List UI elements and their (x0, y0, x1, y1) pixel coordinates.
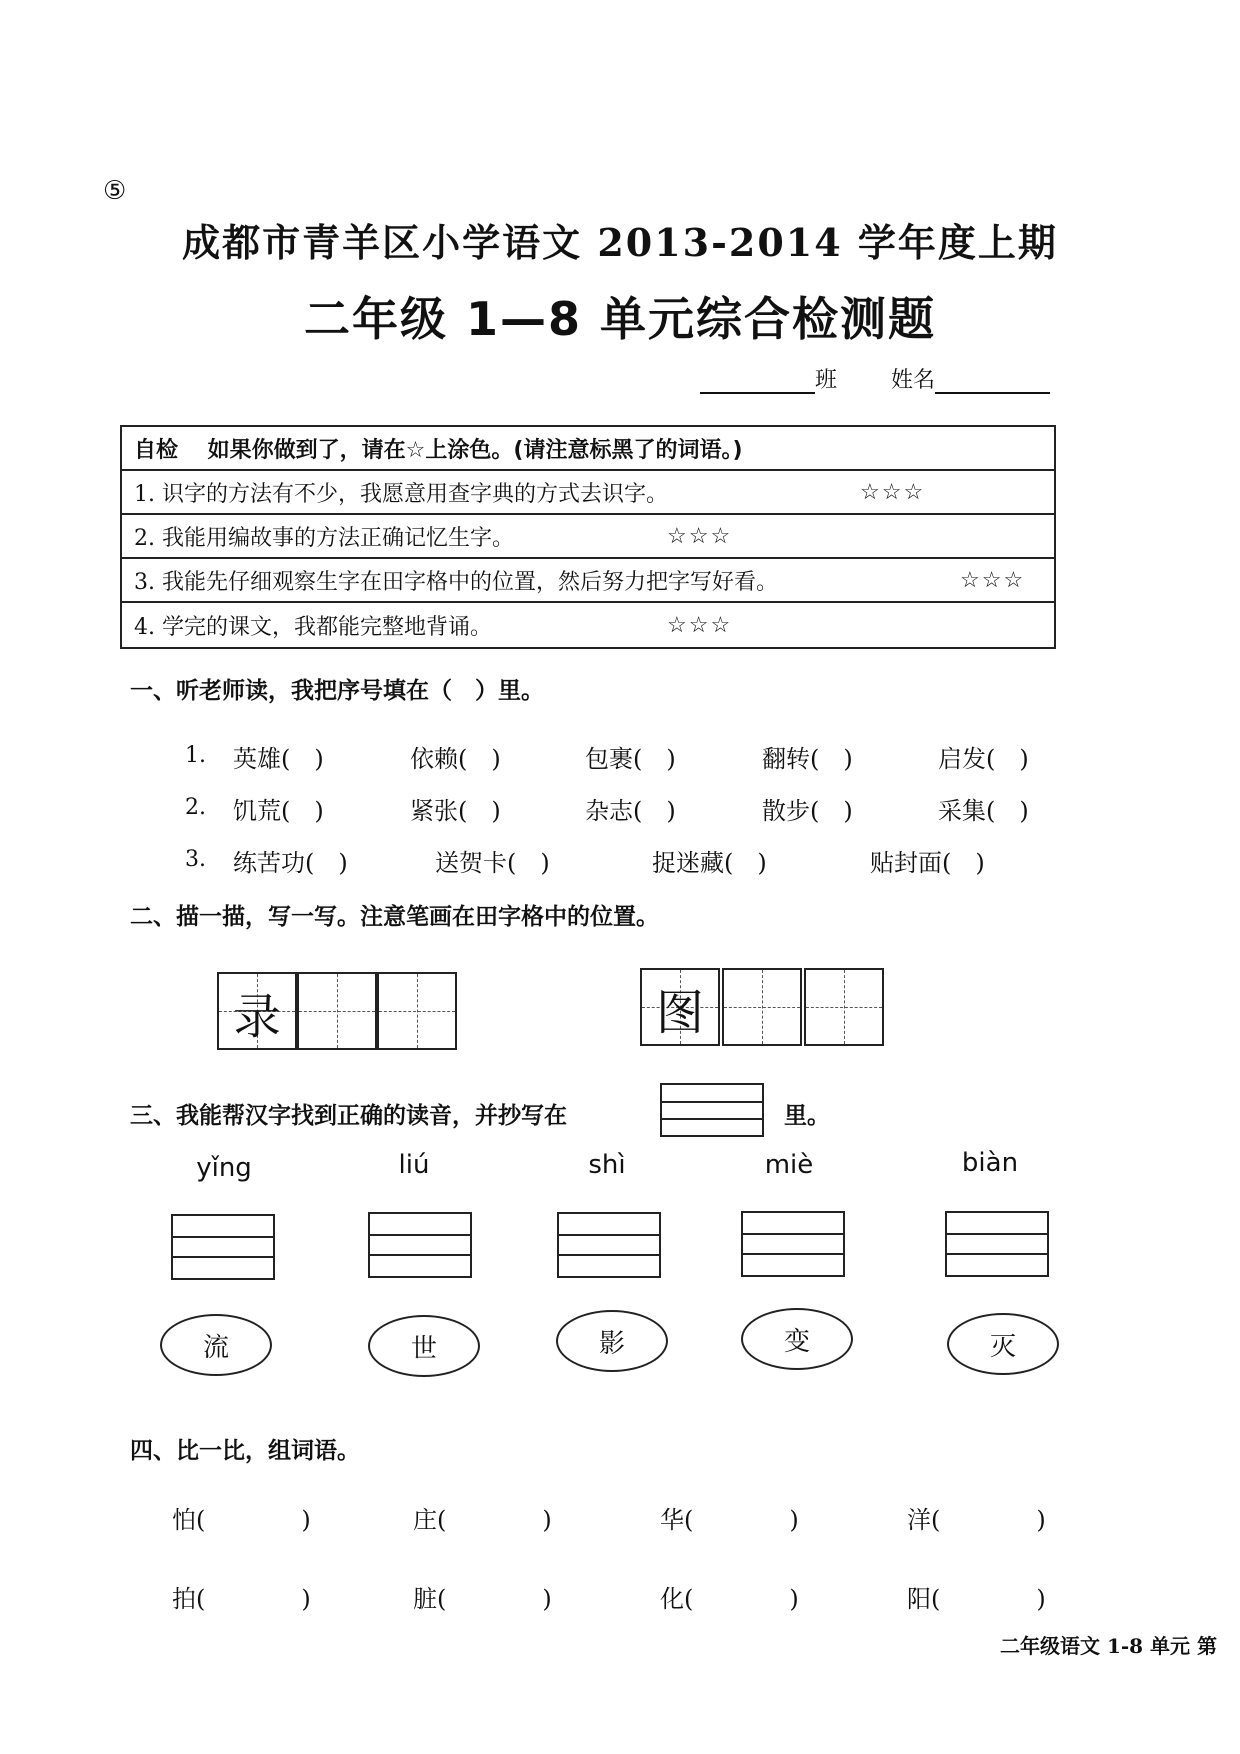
four-line-box[interactable] (171, 1214, 275, 1280)
star-rating[interactable]: ☆☆☆ (860, 479, 926, 505)
four-line-box[interactable] (741, 1211, 845, 1277)
section1-title: 一、听老师读，我把序号填在（ ）里。 (130, 678, 544, 704)
class-label: 班 (815, 368, 838, 393)
self-check-row (122, 603, 1054, 647)
word-item[interactable]: 捉迷藏( ) (652, 849, 767, 877)
character-oval[interactable]: 流 (160, 1314, 272, 1376)
compare-word-item[interactable]: 华( ) (660, 1506, 799, 1534)
character-oval[interactable]: 世 (368, 1315, 480, 1377)
tianzige-box[interactable] (804, 968, 884, 1046)
self-check-row (122, 471, 1054, 515)
exam-title-line1: 成都市青羊区小学语文 2013-2014 学年度上期 (182, 220, 1058, 265)
pinyin-label: miè (764, 1150, 814, 1180)
name-blank[interactable] (935, 392, 1050, 394)
word-item[interactable]: 送贺卡( ) (435, 849, 550, 877)
star-rating[interactable]: ☆☆☆ (667, 612, 733, 638)
self-check-row (122, 559, 1054, 603)
pinyin-label: biàn (961, 1148, 1019, 1178)
word-item[interactable]: 英雄( ) (233, 745, 324, 773)
compare-word-item[interactable]: 拍( ) (172, 1585, 311, 1613)
row-number: 2. (185, 795, 206, 820)
class-name-line (700, 363, 1050, 394)
compare-word-item[interactable]: 脏( ) (413, 1585, 552, 1613)
compare-word-item[interactable]: 化( ) (660, 1585, 799, 1613)
star-rating[interactable]: ☆☆☆ (667, 523, 733, 549)
section3-title: 三、我能帮汉字找到正确的读音，并抄写在 (130, 1103, 567, 1129)
star-rating[interactable]: ☆☆☆ (960, 567, 1026, 593)
pinyin-label: liú (398, 1150, 430, 1180)
character-oval[interactable]: 灭 (947, 1313, 1059, 1375)
word-item[interactable]: 杂志( ) (585, 797, 676, 825)
character-oval[interactable]: 变 (741, 1308, 853, 1370)
compare-word-item[interactable]: 洋( ) (907, 1506, 1046, 1534)
tianzige-box[interactable] (377, 972, 457, 1050)
word-item[interactable]: 贴封面( ) (870, 849, 985, 877)
model-character: 录 (232, 989, 281, 1045)
tianzige-box-model (640, 968, 720, 1046)
compare-word-item[interactable]: 怕( ) (172, 1506, 311, 1534)
page-footer: 二年级语文 1-8 单元 第 (1000, 1634, 1218, 1658)
model-character: 图 (655, 985, 704, 1041)
tianzige-box-model (217, 972, 297, 1050)
name-label: 姓名 (891, 368, 936, 393)
self-check-heading: 自检 如果你做到了，请在☆上涂色。(请注意标黑了的词语。) (122, 427, 1054, 471)
self-check-text: 3. 我能先仔细观察生字在田字格中的位置，然后努力把字写好看。 (134, 569, 778, 595)
word-item[interactable]: 饥荒( ) (233, 797, 324, 825)
tianzige-box[interactable] (297, 972, 377, 1050)
word-item[interactable]: 翻转( ) (762, 745, 853, 773)
class-blank[interactable] (700, 392, 815, 394)
row-number: 3. (185, 847, 206, 872)
pinyin-label: yǐng (196, 1153, 252, 1183)
row-number: 1. (185, 743, 206, 768)
tianzige-box[interactable] (722, 968, 802, 1046)
compare-word-item[interactable]: 庄( ) (413, 1506, 552, 1534)
four-line-box[interactable] (368, 1212, 472, 1278)
four-line-box[interactable] (945, 1211, 1049, 1277)
self-check-text: 2. 我能用编故事的方法正确记忆生字。 (134, 525, 514, 551)
four-line-box[interactable] (557, 1212, 661, 1278)
word-item[interactable]: 练苦功( ) (233, 849, 348, 877)
self-check-table (120, 425, 1056, 649)
section2-title: 二、描一描，写一写。注意笔画在田字格中的位置。 (130, 904, 659, 930)
word-item[interactable]: 散步( ) (762, 797, 853, 825)
word-item[interactable]: 包裹( ) (585, 745, 676, 773)
self-check-row (122, 515, 1054, 559)
self-check-text: 4. 学完的课文，我都能完整地背诵。 (134, 614, 492, 640)
exam-title-line2: 二年级 1—8 单元综合检测题 (303, 292, 937, 346)
page-number-mark: ⑤ (103, 176, 127, 206)
character-oval[interactable]: 影 (556, 1310, 668, 1372)
pinyin-label: shì (588, 1150, 626, 1180)
word-item[interactable]: 启发( ) (938, 745, 1029, 773)
four-line-sample (660, 1083, 764, 1137)
word-item[interactable]: 紧张( ) (410, 797, 501, 825)
section3-title-end: 里。 (784, 1103, 830, 1129)
word-item[interactable]: 采集( ) (938, 797, 1029, 825)
word-item[interactable]: 依赖( ) (410, 745, 501, 773)
section4-title: 四、比一比，组词语。 (130, 1438, 360, 1464)
compare-word-item[interactable]: 阳( ) (907, 1585, 1046, 1613)
self-check-text: 1. 识字的方法有不少，我愿意用查字典的方式去识字。 (134, 481, 668, 507)
